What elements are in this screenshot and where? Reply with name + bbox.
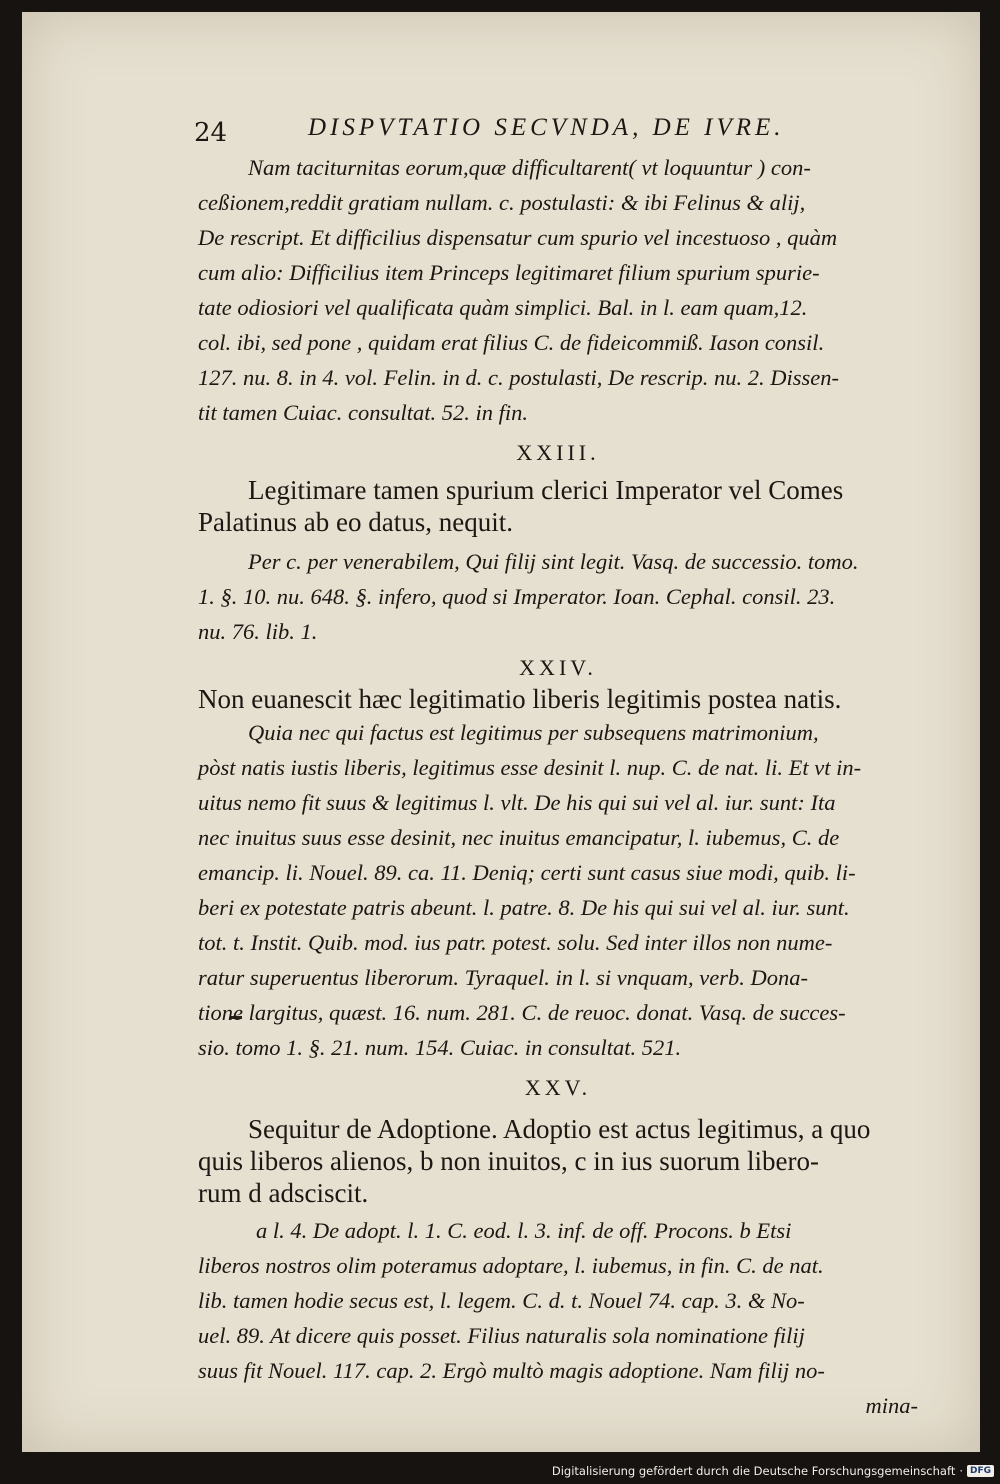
thesis-line: Non euanescit hæc legitimatio liberis legitimis postea natis. <box>198 684 842 714</box>
commentary-line: 1. §. 10. nu. 648. §. infero, quod si Imperator. Ioan. Cephal. consil. 23. <box>198 584 836 609</box>
commentary-line: nu. 76. lib. 1. <box>198 619 318 644</box>
commentary-line: uel. 89. At dicere quis posset. Filius naturalis sola nominatione filij <box>198 1323 805 1348</box>
footer-text: Digitalisierung gefördert durch die Deutsche Forschungsgemeinschaft <box>551 1464 956 1478</box>
thesis-number: XXIII. <box>516 440 600 465</box>
dfg-logo-icon: DFG <box>967 1465 994 1477</box>
commentary-block <box>198 715 918 1065</box>
page-header <box>194 98 918 150</box>
commentary-line: cum alio: Difficilius item Princeps legitimaret filium spurium spurie- <box>198 260 820 285</box>
commentary-line: col. ibi, sed pone , quidam erat filius C. de fideicommiß. Iason consil. <box>198 330 825 355</box>
thesis-line: Legitimare tamen spurium clerici Imperator vel Comes <box>248 475 844 505</box>
commentary-line: ceßionem,reddit gratiam nullam. c. postulasti: & ibi Felinus & alij, <box>198 190 806 215</box>
commentary-line: tione largitus, quæst. 16. num. 281. C. de reuoc. donat. Vasq. de succes- <box>198 1000 846 1025</box>
thesis-text <box>198 474 918 538</box>
commentary-line: ratur superuentus liberorum. Tyraquel. in l. si vnquam, verb. Dona- <box>198 965 808 990</box>
running-title: DISPVTATIO SECVNDA, DE IVRE. <box>308 114 785 141</box>
thesis-line: Palatinus ab eo datus, nequit. <box>198 507 513 537</box>
commentary-line: tot. t. Instit. Quib. mod. ius patr. potest. solu. Sed inter illos non nume- <box>198 930 833 955</box>
commentary-line: lib. tamen hodie secus est, l. legem. C. d. t. Nouel 74. cap. 3. & No- <box>198 1288 805 1313</box>
commentary-line: a l. 4. De adopt. l. 1. C. eod. l. 3. inf. de off. Procons. b Etsi <box>256 1218 792 1243</box>
commentary-line: liberos nostros olim poteramus adoptare, l. iubemus, in fin. C. de nat. <box>198 1253 824 1278</box>
commentary-line: Per c. per venerabilem, Qui filij sint legit. Vasq. de successio. tomo. <box>248 549 859 574</box>
thesis-text <box>198 1113 918 1209</box>
commentary-line: uitus nemo fit suus & legitimus l. vlt. De his qui sui vel al. iur. sunt: Ita <box>198 790 836 815</box>
commentary-line: emancip. li. Nouel. 89. ca. 11. Deniq; certi sunt casus siue modi, quib. li- <box>198 860 856 885</box>
page-number: 24 <box>194 118 228 148</box>
thesis-number: XXV. <box>524 1075 592 1100</box>
commentary-block <box>198 544 918 649</box>
thesis-line: Sequitur de Adoptione. Adoptio est actus legitimus, a quo <box>248 1114 871 1144</box>
commentary-block <box>198 1213 918 1423</box>
commentary-line: De rescript. Et difficilius dispensatur cum spurio vel incestuoso , quàm <box>198 225 838 250</box>
commentary-line: 127. nu. 8. in 4. vol. Felin. in d. c. postulasti, De rescrip. nu. 2. Dissen- <box>198 365 839 390</box>
commentary-line: tit tamen Cuiac. consultat. 52. in fin. <box>198 400 528 425</box>
commentary-line: nec inuitus suus esse desinit, nec inuitus emancipatur, l. iubemus, C. de <box>198 825 840 850</box>
thesis-line: rum d adsciscit. <box>198 1178 369 1208</box>
thesis-text <box>198 683 918 715</box>
commentary-block <box>198 150 918 430</box>
page-content <box>194 98 918 1423</box>
thesis-number: XXIV. <box>519 655 597 680</box>
catchword: mina- <box>865 1393 918 1418</box>
footer-separator: · <box>959 1464 963 1478</box>
digitization-footer <box>552 1464 994 1478</box>
commentary-line: tate odiosiori vel qualificata quàm simplici. Bal. in l. eam quam,12. <box>198 295 808 320</box>
commentary-line: beri ex potestate patris abeunt. l. patre. 8. De his qui sui vel al. iur. sunt. <box>198 895 850 920</box>
commentary-line: pòst natis iustis liberis, legitimus esse desinit l. nup. C. de nat. li. Et vt in- <box>198 755 862 780</box>
thesis-line: quis liberos alienos, b non inuitos, c in ius suorum libero- <box>198 1146 819 1176</box>
commentary-line: Nam taciturnitas eorum,quæ difficultarent( vt loquuntur ) con- <box>248 155 811 180</box>
commentary-line: sio. tomo 1. §. 21. num. 154. Cuiac. in consultat. 521. <box>198 1035 682 1060</box>
commentary-line: suus fit Nouel. 117. cap. 2. Ergò multò magis adoptione. Nam filij no- <box>198 1358 825 1383</box>
commentary-line: Quia nec qui factus est legitimus per subsequens matrimonium, <box>248 720 819 745</box>
